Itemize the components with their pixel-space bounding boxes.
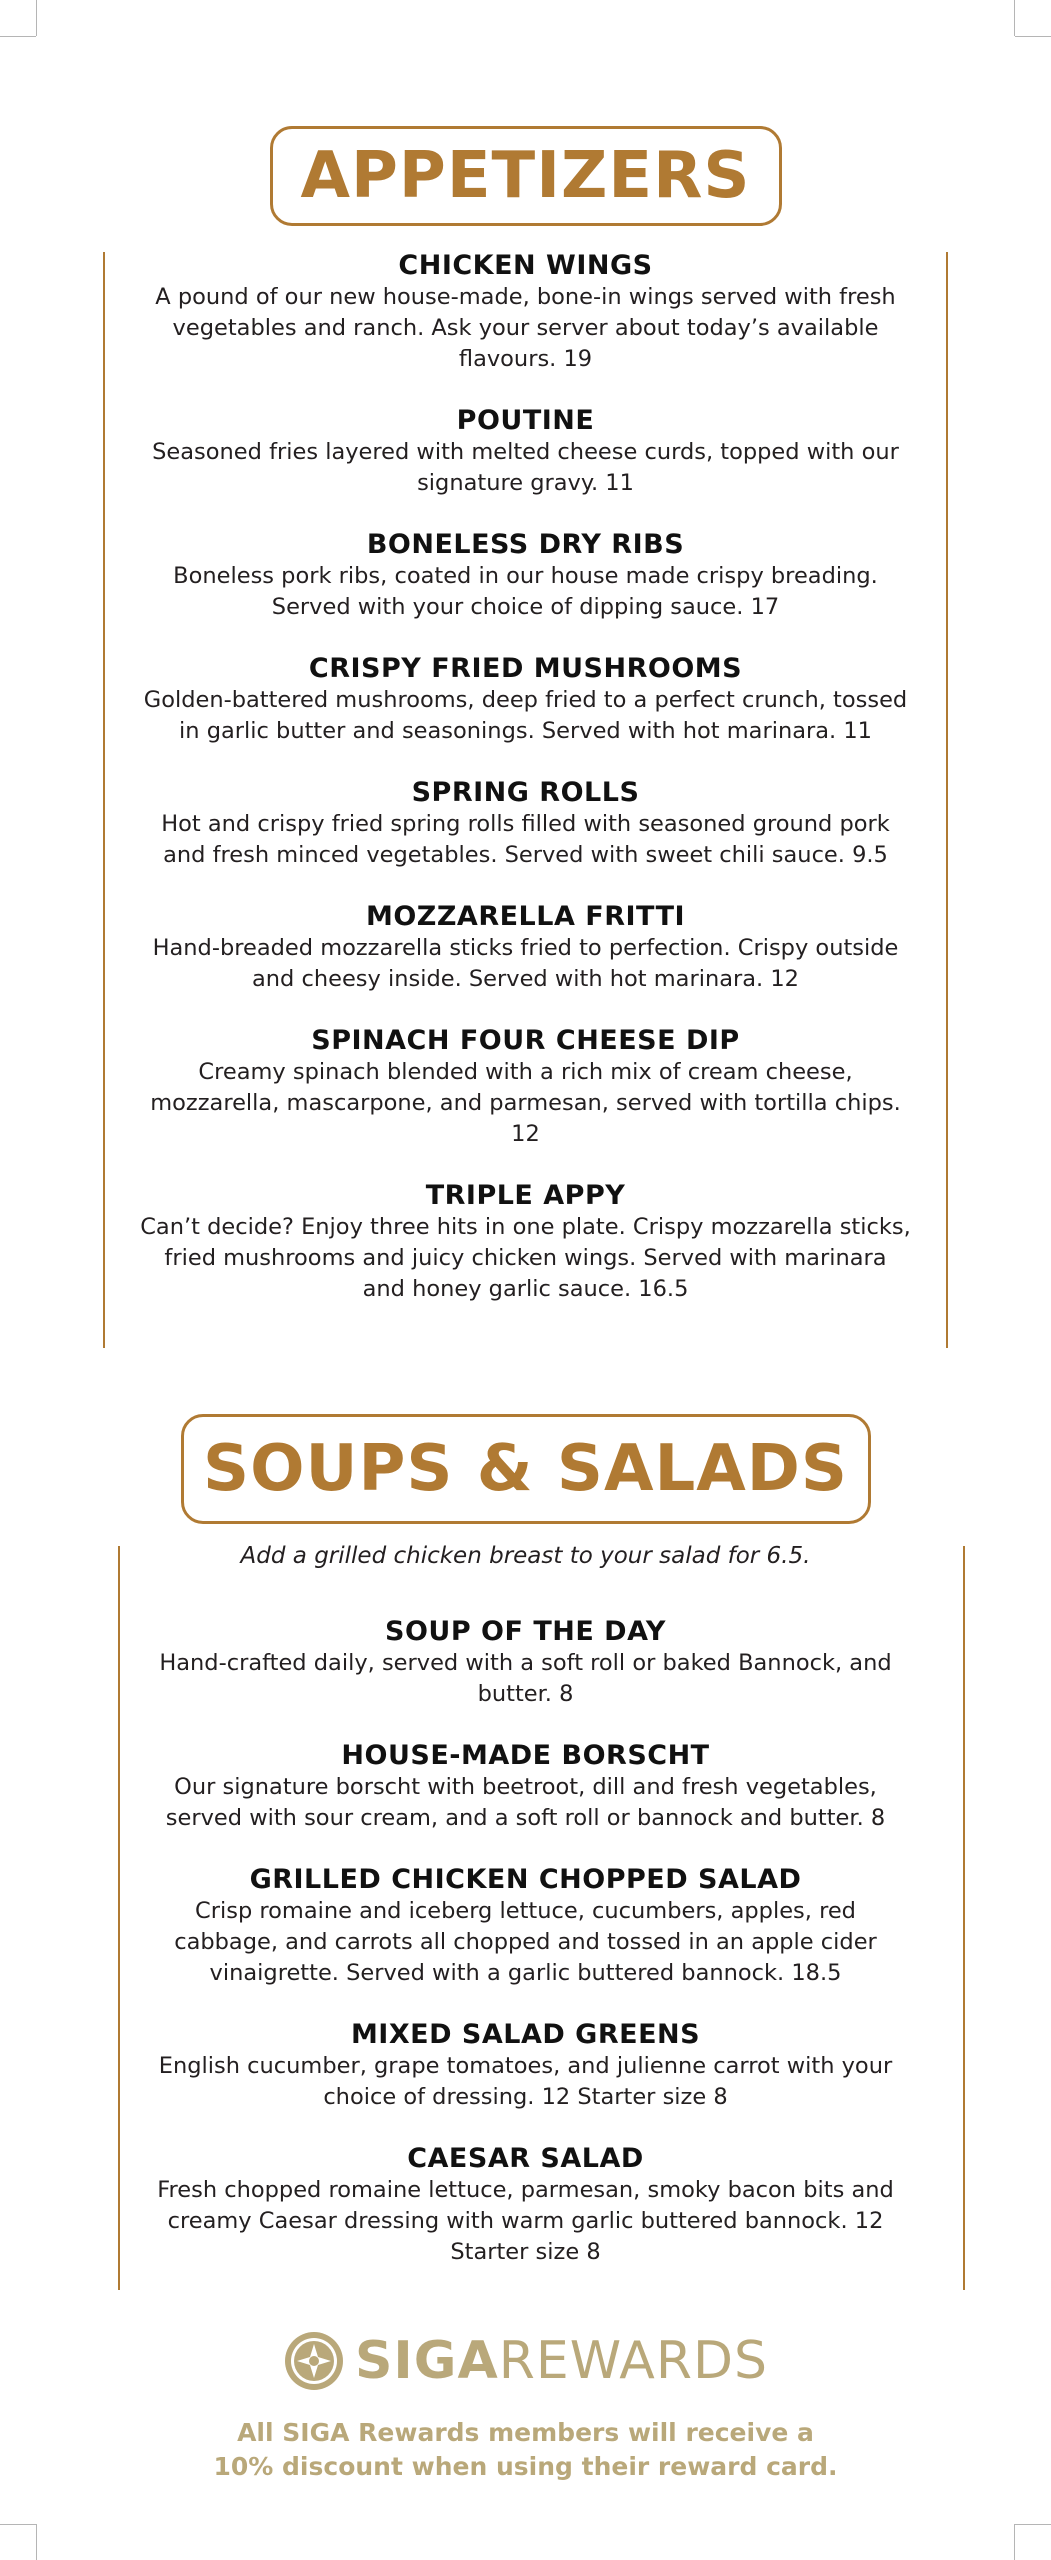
menu-item <box>140 2019 911 2113</box>
menu-item <box>140 1180 911 1305</box>
crop-mark <box>36 2524 37 2560</box>
menu-item-description: English cucumber, grape tomatoes, and julienne carrot with your choice of dressing. 12 Starter size 8 <box>158 2053 893 2110</box>
rewards-line-2: 10% discount when using their reward card. <box>213 2452 838 2481</box>
crop-mark <box>0 36 36 37</box>
menu-item-name: CRISPY FRIED MUSHROOMS <box>308 653 743 684</box>
siga-rewards-logo <box>283 2328 768 2394</box>
menu-item-description: Seasoned fries layered with melted cheese curds, topped with our signature gravy. 11 <box>152 439 899 496</box>
menu-item-name: TRIPLE APPY <box>425 1180 626 1211</box>
menu-item-description: Creamy spinach blended with a rich mix of cream cheese, mozzarella, mascarpone, and parmesan, served with tortilla chips. 12 <box>150 1059 901 1147</box>
menu-item-description: Boneless pork ribs, coated in our house made crispy breading. Served with your choice of dipping sauce. 17 <box>173 563 878 620</box>
menu-item-description: Fresh chopped romaine lettuce, parmesan, smoky bacon bits and creamy Caesar dressing with warm garlic buttered bannock. 12 Starter size 8 <box>157 2177 894 2265</box>
menu-item-name: SPINACH FOUR CHEESE DIP <box>311 1025 740 1056</box>
menu-item-name: GRILLED CHICKEN CHOPPED SALAD <box>249 1864 802 1895</box>
menu-item-name: MOZZARELLA FRITTI <box>365 901 686 932</box>
soups-salads-heading <box>181 1414 871 1524</box>
crop-mark <box>0 2524 36 2525</box>
siga-emblem-icon <box>283 2330 345 2392</box>
menu-item-description: Can’t decide? Enjoy three hits in one plate. Crispy mozzarella sticks, fried mushrooms and juicy chicken wings. Served with marinara and honey garlic sauce. 16.5 <box>140 1214 911 1302</box>
menu-item-name: HOUSE-MADE BORSCHT <box>341 1740 710 1771</box>
menu-item-name: SOUP OF THE DAY <box>385 1616 666 1647</box>
menu-item-description: Golden-battered mushrooms, deep fried to a perfect crunch, tossed in garlic butter and seasonings. Served with hot marinara. 11 <box>143 687 908 744</box>
soups-salads-title: SOUPS & SALADS <box>203 1432 848 1506</box>
menu-item <box>140 777 911 871</box>
menu-item-name: POUTINE <box>456 405 595 436</box>
brand-bold: SIGA <box>354 2331 499 2391</box>
section-rule-left <box>118 1546 120 2290</box>
appetizers-title: APPETIZERS <box>300 139 751 213</box>
menu-item <box>140 1025 911 1150</box>
menu-item <box>140 653 911 747</box>
section-rule-left <box>103 252 105 1348</box>
section-rule-right <box>946 252 948 1348</box>
menu-item-description: Crisp romaine and iceberg lettuce, cucumbers, apples, red cabbage, and carrots all chopped and tossed in an apple cider vinaigrette. Served with a garlic buttered bannock. 18.5 <box>174 1898 877 1986</box>
crop-mark <box>1015 36 1051 37</box>
menu-item <box>140 1740 911 1834</box>
menu-item-description: A pound of our new house-made, bone-in wings served with fresh vegetables and ranch. Ask your server about today’s available flavours. 19 <box>155 284 896 372</box>
menu-item-name: MIXED SALAD GREENS <box>350 2019 701 2050</box>
menu-item-description: Our signature borscht with beetroot, dill and fresh vegetables, served with sour cream, and a soft roll or bannock and butter. 8 <box>165 1774 886 1831</box>
menu-item-name: SPRING ROLLS <box>411 777 640 808</box>
menu-item <box>140 1616 911 1710</box>
menu-item-description: Hot and crispy fried spring rolls filled with seasoned ground pork and fresh minced vegetables. Served with sweet chili sauce. 9.5 <box>161 811 890 868</box>
rewards-discount-note <box>0 2416 1051 2484</box>
menu-item-description: Hand-crafted daily, served with a soft roll or baked Bannock, and butter. 8 <box>159 1650 892 1707</box>
menu-item-name: CHICKEN WINGS <box>398 250 653 281</box>
crop-mark <box>1014 0 1015 36</box>
menu-item <box>140 901 911 995</box>
menu-item-name: BONELESS DRY RIBS <box>366 529 685 560</box>
soups-salads-section <box>140 1540 911 2298</box>
menu-item <box>140 529 911 623</box>
rewards-line-1: All SIGA Rewards members will receive a <box>237 2418 814 2447</box>
brand-light: REWARDS <box>498 2331 769 2391</box>
section-note: Add a grilled chicken breast to your salad for 6.5. <box>240 1543 811 1569</box>
menu-item <box>140 405 911 499</box>
crop-mark <box>1014 2524 1015 2560</box>
menu-item-description: Hand-breaded mozzarella sticks fried to perfection. Crispy outside and cheesy inside. Served with hot marinara. 12 <box>152 935 899 992</box>
section-rule-right <box>963 1546 965 2290</box>
rewards-block <box>0 2328 1051 2484</box>
crop-mark <box>1015 2524 1051 2525</box>
appetizers-heading <box>270 126 782 226</box>
menu-item <box>140 2143 911 2268</box>
menu-item-name: CAESAR SALAD <box>407 2143 644 2174</box>
appetizers-section <box>140 250 911 1335</box>
menu-item <box>140 1864 911 1989</box>
menu-item <box>140 250 911 375</box>
crop-mark <box>36 0 37 36</box>
